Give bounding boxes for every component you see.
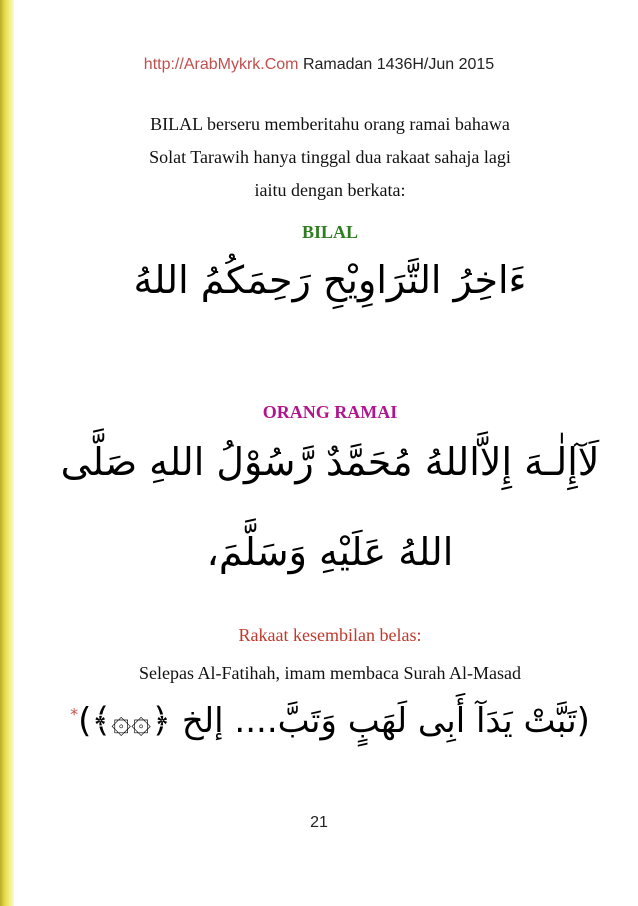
intro-paragraph: [60, 108, 600, 207]
header-url-link[interactable]: http://ArabMykrk.Com: [143, 56, 299, 73]
orang-ramai-heading: ORANG RAMAI: [262, 402, 398, 422]
page-header: [0, 56, 638, 74]
intro-line-1: BILAL berseru memberitahu orang ramai bahawa: [150, 114, 510, 134]
intro-line-3: iaitu dengan berkata:: [254, 180, 406, 200]
footnote-marker: *: [70, 704, 79, 724]
rakaat-text: Selepas Al-Fatihah, imam membaca Surah Al-Masad: [139, 663, 521, 683]
header-date: Ramadan 1436H/Jun 2015: [302, 56, 495, 73]
orang-ramai-arabic-line-2: اللهُ عَلَيْهِ وَسَلَّمَ،: [206, 530, 454, 574]
surah-verse: (تَبَّتْ يَدَآ أَبِى لَهَبٍ وَتَبَّ.... إلخ ﴿۞۞﴾): [78, 701, 590, 741]
page-edge-stripe: [0, 0, 14, 906]
bilal-heading: BILAL: [301, 222, 359, 242]
bilal-arabic-text: ءَاخِرُ التَّرَاوِيْحِ رَحِمَكُمُ اللهُ: [133, 258, 527, 302]
rakaat-label: Rakaat kesembilan belas:: [238, 625, 422, 645]
page-number: 21: [310, 814, 328, 831]
orang-ramai-arabic-line-1: لَآإِلٰـهَ إِلاَّاللهُ مُحَمَّدٌ رَّسُوْلُ اللهِ صَلَّى: [60, 440, 600, 484]
surah-arabic-text: [40, 700, 620, 741]
intro-line-2: Solat Tarawih hanya tinggal dua rakaat sahaja lagi: [149, 147, 511, 167]
